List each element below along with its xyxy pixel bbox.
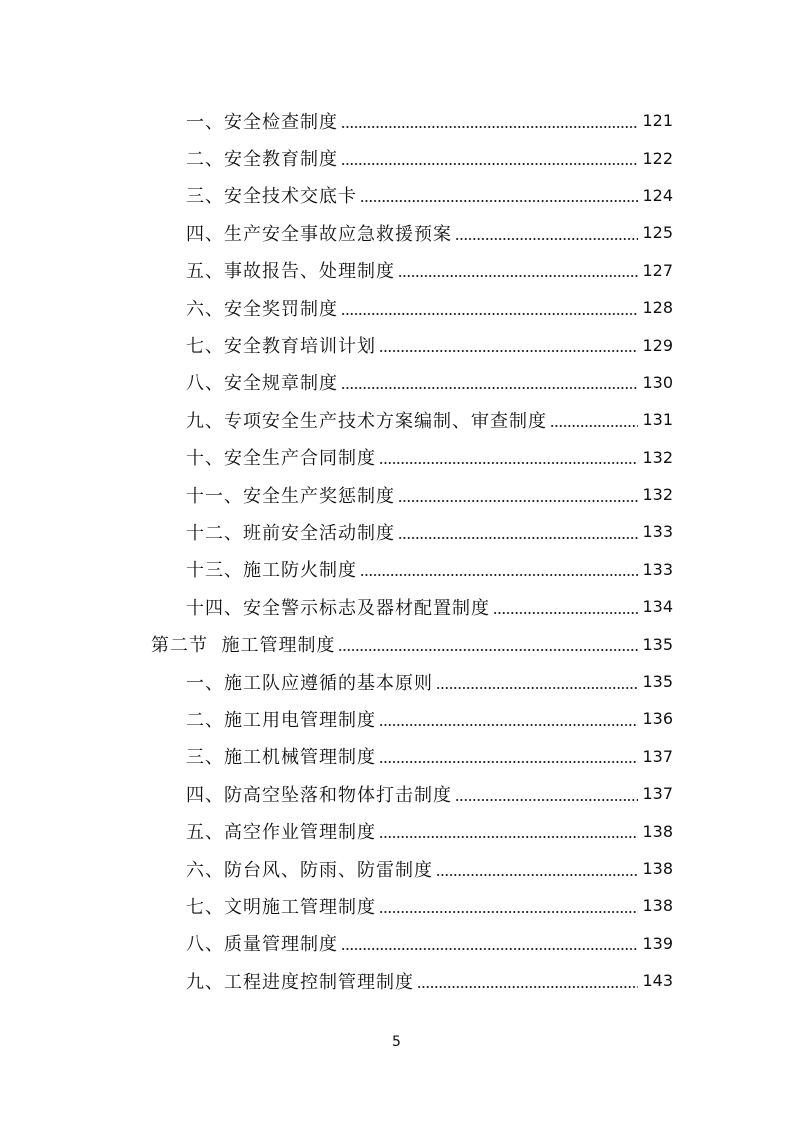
toc-entry-title: 八、安全规章制度	[186, 373, 338, 395]
toc-entry-page: 133	[642, 522, 673, 542]
toc-dot-leader	[360, 200, 638, 202]
toc-dot-leader	[398, 275, 638, 277]
toc-entry[interactable]	[0, 925, 793, 962]
toc-entry[interactable]	[0, 812, 793, 849]
toc-dot-leader	[455, 238, 638, 240]
toc-entry[interactable]	[0, 252, 793, 289]
toc-entry-title: 五、事故报告、处理制度	[186, 261, 395, 283]
toc-section-entry[interactable]	[0, 625, 793, 662]
toc-entry[interactable]	[0, 476, 793, 513]
toc-dot-leader	[360, 574, 638, 576]
toc-section-title: 第二节 施工管理制度	[151, 635, 336, 657]
toc-entry-title: 十一、安全生产奖惩制度	[186, 485, 395, 507]
toc-entry-title: 七、安全教育培训计划	[186, 336, 376, 358]
toc-entry-title: 十二、班前安全活动制度	[186, 522, 395, 544]
toc-dot-leader	[379, 724, 638, 726]
page-number: 5	[392, 1034, 401, 1050]
toc-entry-page: 127	[642, 260, 673, 280]
toc-entry-title: 二、安全教育制度	[186, 149, 338, 171]
toc-dot-leader	[379, 911, 638, 913]
toc-entry-title: 四、生产安全事故应急救援预案	[186, 223, 452, 245]
toc-entry-title: 三、施工机械管理制度	[186, 747, 376, 769]
toc-entry-page: 136	[642, 709, 673, 729]
toc-entry-title: 九、工程进度控制管理制度	[186, 971, 414, 993]
toc-dot-leader	[379, 350, 638, 352]
toc-dot-leader	[417, 986, 638, 988]
toc-entry[interactable]	[0, 588, 793, 625]
toc-entry[interactable]	[0, 326, 793, 363]
toc-entry-page: 121	[642, 111, 673, 131]
toc-entry[interactable]	[0, 738, 793, 775]
toc-entry-title: 三、安全技术交底卡	[186, 186, 357, 208]
toc-entry-title: 七、文明施工管理制度	[186, 896, 376, 918]
toc-entry[interactable]	[0, 850, 793, 887]
toc-entry[interactable]	[0, 551, 793, 588]
toc-entry-title: 二、施工用电管理制度	[186, 709, 376, 731]
toc-dot-leader	[550, 425, 638, 427]
toc-entry[interactable]	[0, 887, 793, 924]
toc-entry-page: 139	[642, 933, 673, 953]
toc-entry[interactable]	[0, 364, 793, 401]
toc-entry-page: 132	[642, 485, 673, 505]
toc-entry-title: 十、安全生产合同制度	[186, 448, 376, 470]
toc-entry-page: 124	[642, 185, 673, 205]
toc-entry-page: 137	[642, 746, 673, 766]
toc-entry-title: 六、安全奖罚制度	[186, 298, 338, 320]
toc-dot-leader	[398, 537, 638, 539]
toc-entry[interactable]	[0, 663, 793, 700]
toc-entry-page: 128	[642, 298, 673, 318]
toc-entry-page: 125	[642, 223, 673, 243]
toc-dot-leader	[341, 313, 638, 315]
toc-entry-page: 138	[642, 821, 673, 841]
toc-entry-page: 137	[642, 784, 673, 804]
toc-dot-leader	[436, 687, 638, 689]
table-of-contents	[0, 102, 793, 999]
toc-dot-leader	[341, 948, 638, 950]
toc-entry-title: 十三、施工防火制度	[186, 560, 357, 582]
toc-entry[interactable]	[0, 439, 793, 476]
toc-dot-leader	[338, 649, 638, 651]
toc-dot-leader	[398, 500, 638, 502]
toc-entry[interactable]	[0, 401, 793, 438]
toc-entry-title: 八、质量管理制度	[186, 934, 338, 956]
toc-dot-leader	[379, 836, 638, 838]
toc-dot-leader	[341, 387, 638, 389]
toc-entry[interactable]	[0, 139, 793, 176]
toc-entry-page: 122	[642, 148, 673, 168]
toc-entry-title: 十四、安全警示标志及器材配置制度	[186, 597, 490, 619]
toc-entry[interactable]	[0, 700, 793, 737]
toc-entry-title: 九、专项安全生产技术方案编制、审查制度	[186, 410, 547, 432]
toc-entry[interactable]	[0, 513, 793, 550]
toc-entry-page: 133	[642, 559, 673, 579]
toc-entry-page: 143	[642, 971, 673, 991]
toc-entry-page: 138	[642, 896, 673, 916]
toc-dot-leader	[379, 761, 638, 763]
toc-entry-title: 一、施工队应遵循的基本原则	[186, 672, 433, 694]
toc-dot-leader	[455, 799, 638, 801]
toc-dot-leader	[436, 874, 638, 876]
toc-entry-title: 一、安全检查制度	[186, 111, 338, 133]
toc-dot-leader	[493, 612, 638, 614]
toc-entry[interactable]	[0, 289, 793, 326]
toc-entry-page: 129	[642, 335, 673, 355]
toc-entry-page: 132	[642, 447, 673, 467]
toc-dot-leader	[341, 126, 638, 128]
toc-entry[interactable]	[0, 775, 793, 812]
toc-entry[interactable]	[0, 962, 793, 999]
toc-entry-title: 五、高空作业管理制度	[186, 822, 376, 844]
toc-entry-page: 131	[642, 410, 673, 430]
toc-entry-page: 135	[642, 672, 673, 692]
toc-entry-page: 138	[642, 859, 673, 878]
toc-entry-page: 134	[642, 597, 673, 617]
toc-dot-leader	[379, 462, 638, 464]
toc-entry[interactable]	[0, 177, 793, 214]
toc-entry[interactable]	[0, 214, 793, 251]
toc-entry-title: 四、防高空坠落和物体打击制度	[186, 784, 452, 806]
toc-entry-title: 六、防台风、防雨、防雷制度	[186, 859, 433, 881]
toc-entry[interactable]	[0, 102, 793, 139]
toc-entry-page: 130	[642, 372, 673, 392]
toc-dot-leader	[341, 163, 638, 165]
toc-entry-page: 135	[642, 634, 673, 654]
